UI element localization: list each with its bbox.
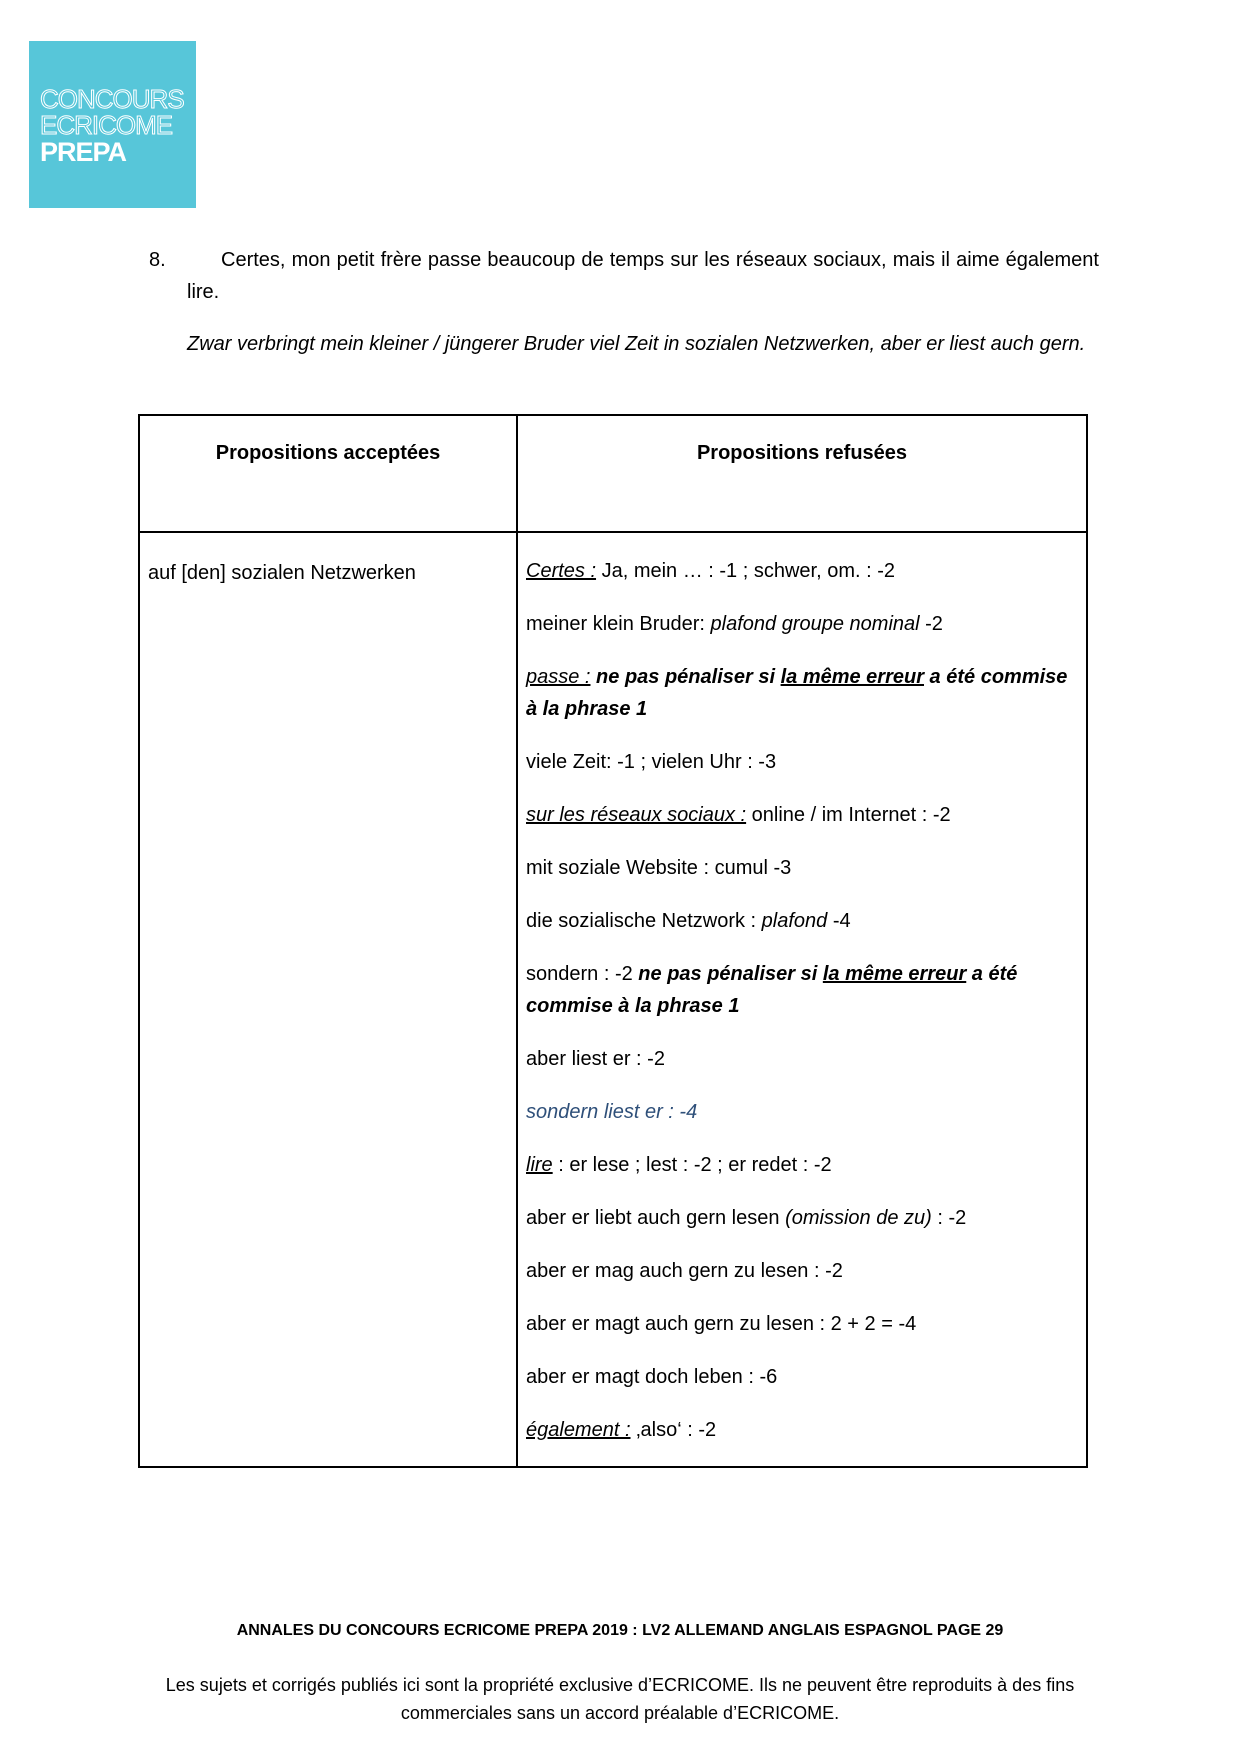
- refused-item: aber er mag auch gern zu lesen : -2: [526, 1260, 843, 1282]
- ecricome-logo: [29, 41, 196, 208]
- refused-item-note: a été commise à la phrase 1: [526, 963, 1018, 1017]
- refused-item: aber er magt auch gern zu lesen : 2 + 2 = -4: [526, 1313, 917, 1335]
- refused-cell: [517, 532, 1087, 1467]
- refused-item: aber er magt doch leben : -6: [526, 1366, 778, 1388]
- refused-item-note: plafond groupe nominal: [710, 613, 920, 635]
- refused-item-note: ne pas pénaliser si: [638, 963, 823, 985]
- refused-item-emphasis: la même erreur: [780, 666, 924, 688]
- logo-line-ecricome: ECRICOME: [40, 110, 173, 140]
- refused-item: [526, 555, 1076, 587]
- refused-item-note: a été commise à la phrase 1: [526, 666, 1068, 720]
- refused-item-note: ne pas pénaliser si: [590, 666, 781, 688]
- refused-item-text: online / im Internet : -2: [746, 804, 951, 826]
- refused-item-text: Ja, mein … : -1 ; schwer, om. : -2: [596, 560, 896, 582]
- question-number: 8.: [149, 249, 166, 271]
- refused-item: [526, 1202, 1076, 1234]
- question-block: [149, 244, 1099, 360]
- refused-item-penalty: : -2: [931, 1207, 967, 1229]
- refused-item-text: : er lese ; lest : -2 ; er redet : -2: [552, 1154, 832, 1176]
- footer-title: ANNALES DU CONCOURS ECRICOME PREPA 2019 : LV2 ALLEMAND ANGLAIS ESPAGNOL PAGE 29: [236, 1622, 1004, 1639]
- header-accepted: Propositions acceptées: [139, 415, 517, 532]
- accepted-cell: [139, 532, 517, 1467]
- refused-item: mit soziale Website : cumul -3: [526, 857, 792, 879]
- table-header-row: [139, 415, 1087, 532]
- grading-table: [138, 414, 1088, 1468]
- logo-line-concours: CONCOURS: [40, 84, 184, 114]
- french-sentence: [187, 244, 1099, 308]
- french-sentence-text: Certes, mon petit frère passe beaucoup de temps sur les réseaux sociaux, mais il aime également lire.: [187, 249, 1099, 303]
- refused-item-emphasis: la même erreur: [822, 963, 967, 985]
- table-row: [139, 532, 1087, 1467]
- refused-item-keyword: passe :: [526, 666, 591, 688]
- refused-item: [526, 958, 1076, 1022]
- refused-item-text: meiner klein Bruder:: [526, 613, 711, 635]
- refused-item: [526, 608, 1076, 640]
- refused-item-keyword: sur les réseaux sociaux :: [526, 804, 747, 826]
- header-refused: Propositions refusées: [517, 415, 1087, 532]
- refused-item: aber liest er : -2: [526, 1048, 665, 1070]
- german-translation: Zwar verbringt mein kleiner / jüngerer Bruder viel Zeit in sozialen Netzwerken, aber er liest auch gern.: [187, 333, 1086, 355]
- footer-copyright-note: Les sujets et corrigés publiés ici sont la propriété exclusive d’ECRICOME. Ils ne peuvent être reproduits à des fins commerciales sans un accord préalable d’ECRICOME.: [165, 1675, 1075, 1723]
- refused-item-keyword: également :: [526, 1419, 631, 1441]
- refused-item: [526, 799, 1076, 831]
- refused-item-text: ‚also‘ : -2: [630, 1419, 717, 1441]
- refused-item-penalty: -2: [919, 613, 943, 635]
- refused-item-note: plafond: [761, 910, 828, 932]
- refused-item-keyword: Certes :: [526, 560, 597, 582]
- accepted-item: auf [den] sozialen Netzwerken: [148, 562, 416, 584]
- refused-item-note: (omission de zu): [785, 1207, 932, 1229]
- refused-item: viele Zeit: -1 ; vielen Uhr : -3: [526, 751, 777, 773]
- logo-line-prepa: PREPA: [40, 137, 127, 167]
- refused-item: [526, 661, 1076, 725]
- refused-item: [526, 1414, 1076, 1446]
- refused-item-text: aber er liebt auch gern lesen: [526, 1207, 786, 1229]
- refused-item: [526, 1149, 1076, 1181]
- refused-item-penalty: -4: [827, 910, 851, 932]
- refused-item-text: sondern : -2: [526, 963, 639, 985]
- refused-item-keyword: lire: [526, 1154, 553, 1176]
- refused-item: [526, 905, 1076, 937]
- refused-item-text: die sozialische Netzwork :: [526, 910, 762, 932]
- refused-item: sondern liest er : -4: [526, 1101, 698, 1123]
